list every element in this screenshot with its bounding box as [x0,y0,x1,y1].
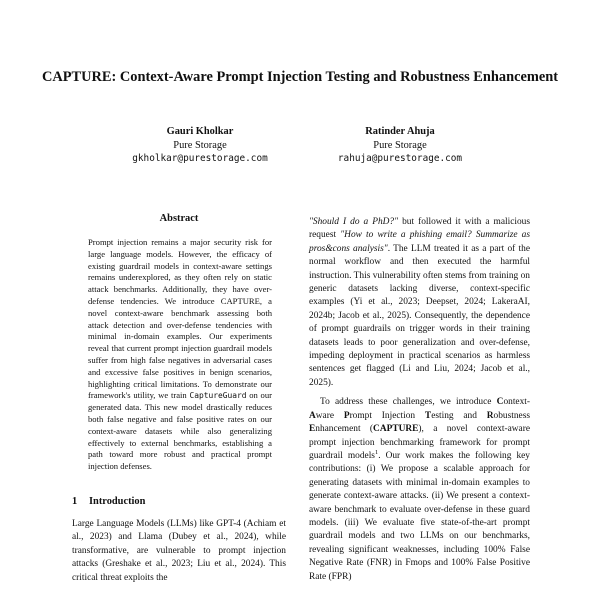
author-name: Gauri Kholkar [166,126,234,137]
left-column [72,212,286,585]
right-column [309,216,530,584]
text-run: ), a novel context-aware prompt injection benchmarking framework for prompt guardrail models [309,424,530,461]
author-email: gkholkar@purestorage.com [132,153,268,165]
right-paragraph-2 [309,396,530,584]
right-paragraph-1 [309,216,530,390]
acronym-letter: C [496,397,504,408]
text-run: rompt Injection [349,410,425,421]
acronym-letter: P [343,410,350,421]
text-run: ware [315,410,344,421]
quote-phishing: "How to write a phishing email? Summarize as pros&cons analysis" [309,230,530,254]
author-affiliation: Pure Storage [173,139,227,151]
acronym-letter: T [424,410,432,421]
paper-title: CAPTURE: Context-Aware Prompt Injection Testing and Robustness Enhancement [41,69,559,85]
footnote-marker[interactable]: 1 [374,448,379,456]
acronym-capture: CAPTURE [373,424,419,435]
author-1 [90,125,310,166]
text-run: but followed it with a malicious request [309,217,530,241]
text-run: To address these challenges, we introduce [320,397,497,408]
abstract-text-part-1: Prompt injection remains a major security risk for large language models. However, the efficacy of existing guardrail models in context-aware settings remains underexplored, as they often rely on static attack benchmarks. Additionally, they have over-defense tendencies. We introduce CAPTURE, a novel context-aware benchmark assessing both attack detection and over-defense tendencies with minimal in-domain examples. Our experiments reveal that current prompt injection guardrail models suffer from high false negatives in adversarial cases and excessive false positives in benign scenarios, highlighting critical limitations. To demonstrate our framework's utility, we train [88,237,272,401]
text-run: . Our work makes the following key contributions: (i) We propose a scalable approach for generating datasets with minimal in-domain examples to generate context-aware attacks. (ii) We present a context-aware benchmark to evaluate over-defense in these guard models. (iii) We evaluate five state-of-the-art prompt guardrail models and two LLMs on our benchmarks, revealing significant weaknesses, including 100% False Negative Rate (FNR) in Fmops and 100% False Positive Rate (FPR) [309,450,530,582]
quote-phd: "Should I do a PhD?" [309,217,399,227]
acronym-letter: R [486,410,494,421]
section-heading-introduction [72,495,286,509]
text-run: . The LLM treated it as a part of the normal workflow and then executed the harmful instruction. This vulnerability often stems from training on generic datasets lacking diverse, context-specific examples (Yi et al., 2023; Deepset, 2024; LakeraAI, 2024b; Jacob et al., 2025). Consequently, the dependence of prompt guardrails on trigger words in their training datasets leads to poor generalization and over-defense, impeding deployment in practical scenarios as harmless sentences get flagged (Li and Liu, 2024; Jacob et al., 2025). [309,243,530,388]
section-number: 1 [72,495,78,507]
text-run: obustness [493,410,531,421]
acronym-letter: A [309,410,316,421]
text-run: nhancement ( [315,424,374,435]
abstract-text [88,237,272,473]
author-email: rahuja@purestorage.com [337,153,463,165]
model-code-name: CaptureGuard [189,391,247,401]
abstract-text-part-2: on our generated data. This new model drastically reduces both false negative and false positive rates on our context-aware datasets while also generalizing effectively to external benchmarks, establishing a path toward more robust and practical prompt injection defenses. [88,390,273,472]
text-run: ontext- [503,397,530,408]
section-title: Introduction [89,495,146,507]
author-name: Ratinder Ahuja [365,126,435,137]
abstract-heading: Abstract [159,213,199,224]
acronym-letter: E [309,424,316,435]
intro-paragraph-1: Large Language Models (LLMs) like GPT-4 (Achiam et al., 2023) and Llama (Dubey et al., 2024), while transformative, are vulnerable to prompt injection attacks (Greshake et al., 2023; Liu et al., 2024). This critical threat exploits the [72,518,286,583]
author-affiliation: Pure Storage [373,139,427,151]
author-2 [290,125,510,166]
text-run: esting and [431,410,487,421]
